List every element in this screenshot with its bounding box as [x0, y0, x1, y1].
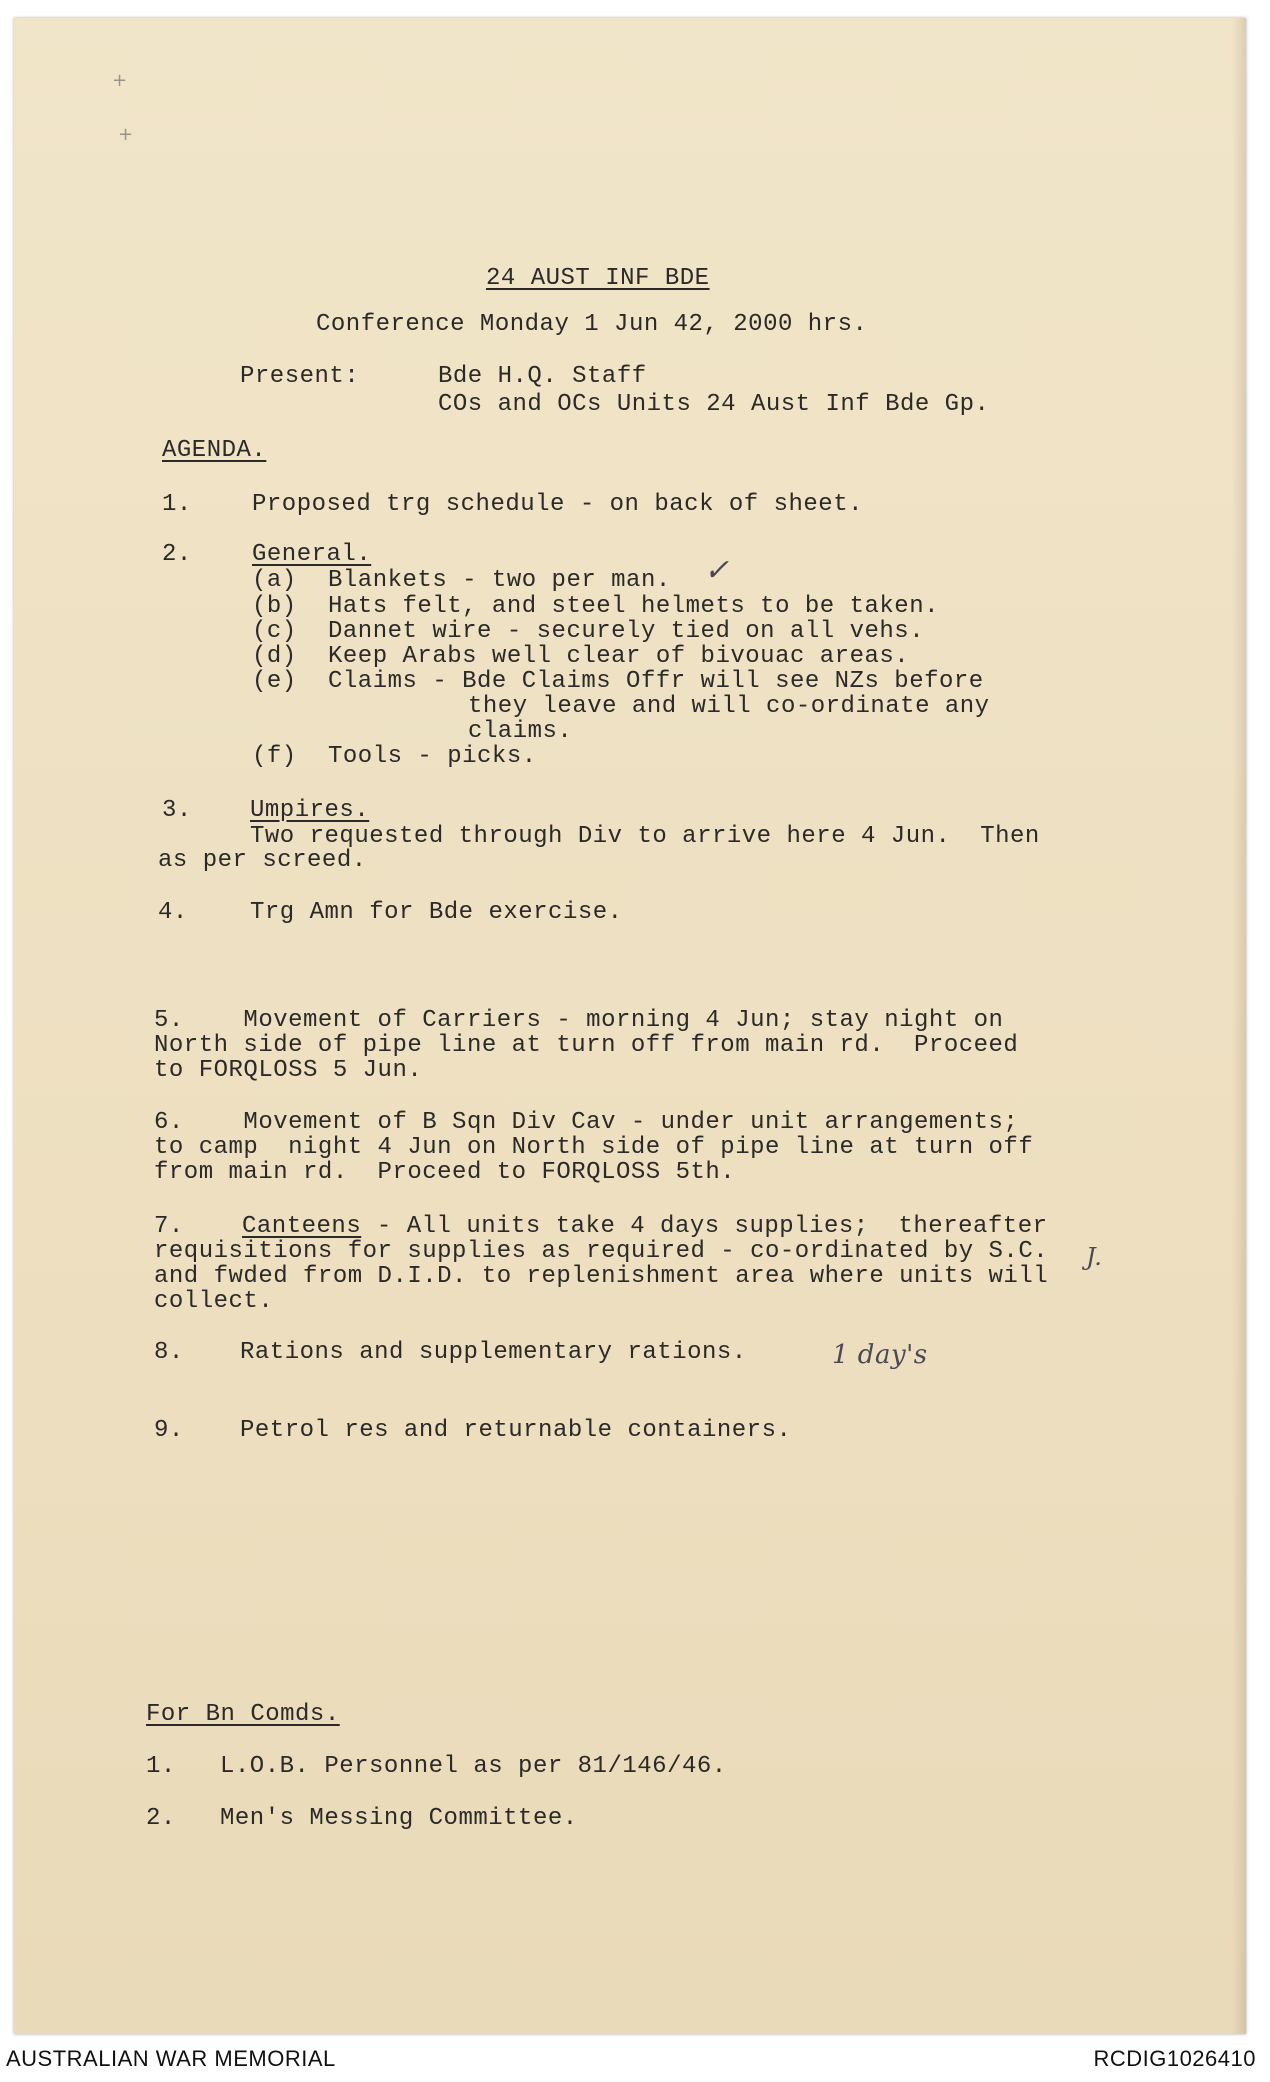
item-5-line: 5. Movement of Carriers - morning 4 Jun; stay night on: [154, 1007, 1004, 1034]
pencil-mark: +: [118, 124, 134, 145]
archive-caption-right: RCDIG1026410: [1093, 2046, 1256, 2071]
item-number: 2.: [162, 541, 192, 568]
item-5-line: to FORQLOSS 5 Jun.: [154, 1057, 423, 1084]
handwritten-note: 1 day's: [832, 1340, 928, 1370]
tick-mark: ✓: [704, 553, 730, 588]
item-number: 2.: [146, 1805, 176, 1832]
sub-item-text: Blankets - two per man.: [328, 567, 671, 594]
item-7-line: collect.: [154, 1288, 274, 1315]
item-number: 1.: [146, 1753, 176, 1780]
sub-item-text: Hats felt, and steel helmets to be taken.: [328, 593, 939, 620]
item-3-line: as per screed.: [158, 847, 367, 874]
present-line: COs and OCs Units 24 Aust Inf Bde Gp.: [438, 391, 990, 418]
sub-item-label: (c): [252, 618, 297, 645]
sub-item-label: (e): [252, 668, 297, 695]
bn-item-text: Men's Messing Committee.: [220, 1805, 578, 1832]
item-7-first-line: - All units take 4 days supplies; thereafter: [362, 1213, 1048, 1240]
item-7-line: and fwded from D.I.D. to replenishment area where units will: [154, 1263, 1049, 1290]
margin-note: J.: [1086, 1243, 1103, 1271]
sub-item-text: they leave and will co-ordinate any: [468, 693, 990, 720]
item-number: 4.: [158, 899, 188, 926]
item-6-line: 6. Movement of B Sqn Div Cav - under unit arrangements;: [154, 1109, 1019, 1136]
sub-item-text: Keep Arabs well clear of bivouac areas.: [328, 643, 910, 670]
document-title: 24 AUST INF BDE: [486, 265, 710, 292]
sub-item-label: (a): [252, 567, 297, 594]
item-number: 1.: [162, 491, 192, 518]
bn-comds-heading: For Bn Comds.: [146, 1701, 340, 1728]
item-3-line: Two requested through Div to arrive here 4 Jun. Then: [250, 823, 1040, 850]
sheet-edge-shadow: [1232, 18, 1246, 2034]
item-6-line: to camp night 4 Jun on North side of pipe line at turn off: [154, 1134, 1034, 1161]
item-7-line: requisitions for supplies as required - co-ordinated by S.C.: [154, 1238, 1049, 1265]
sub-item-label: (b): [252, 593, 297, 620]
item-3-heading: Umpires.: [250, 797, 370, 824]
item-1-text: Proposed trg schedule - on back of sheet.: [252, 491, 863, 518]
archive-caption-left: AUSTRALIAN WAR MEMORIAL: [6, 2046, 336, 2071]
present-line: Bde H.Q. Staff: [438, 363, 647, 390]
item-4-text: Trg Amn for Bde exercise.: [250, 899, 623, 926]
sub-item-text: Dannet wire - securely tied on all vehs.: [328, 618, 925, 645]
sub-item-label: (f): [252, 743, 297, 770]
item-2-heading: General.: [252, 541, 372, 568]
sub-item-text: Tools - picks.: [328, 743, 537, 770]
item-6-line: from main rd. Proceed to FORQLOSS 5th.: [154, 1159, 736, 1186]
sub-item-text: Claims - Bde Claims Offr will see NZs before: [328, 668, 984, 695]
item-number: 3.: [162, 797, 192, 824]
pencil-mark: +: [112, 70, 128, 91]
item-number: 7.: [154, 1213, 184, 1240]
item-5-line: North side of pipe line at turn off from main rd. Proceed: [154, 1032, 1019, 1059]
present-label: Present:: [240, 363, 360, 390]
item-7-heading: Canteens: [242, 1213, 362, 1240]
sub-item-label: (d): [252, 643, 297, 670]
sub-item-text: claims.: [468, 718, 573, 745]
document-sheet: [14, 18, 1246, 2034]
agenda-heading: AGENDA.: [162, 437, 267, 464]
item-8-text: Rations and supplementary rations.: [240, 1339, 747, 1366]
conference-line: Conference Monday 1 Jun 42, 2000 hrs.: [316, 311, 868, 338]
item-9-text: Petrol res and returnable containers.: [240, 1417, 792, 1444]
bn-item-text: L.O.B. Personnel as per 81/146/46.: [220, 1753, 727, 1780]
item-number: 8.: [154, 1339, 184, 1366]
item-number: 9.: [154, 1417, 184, 1444]
